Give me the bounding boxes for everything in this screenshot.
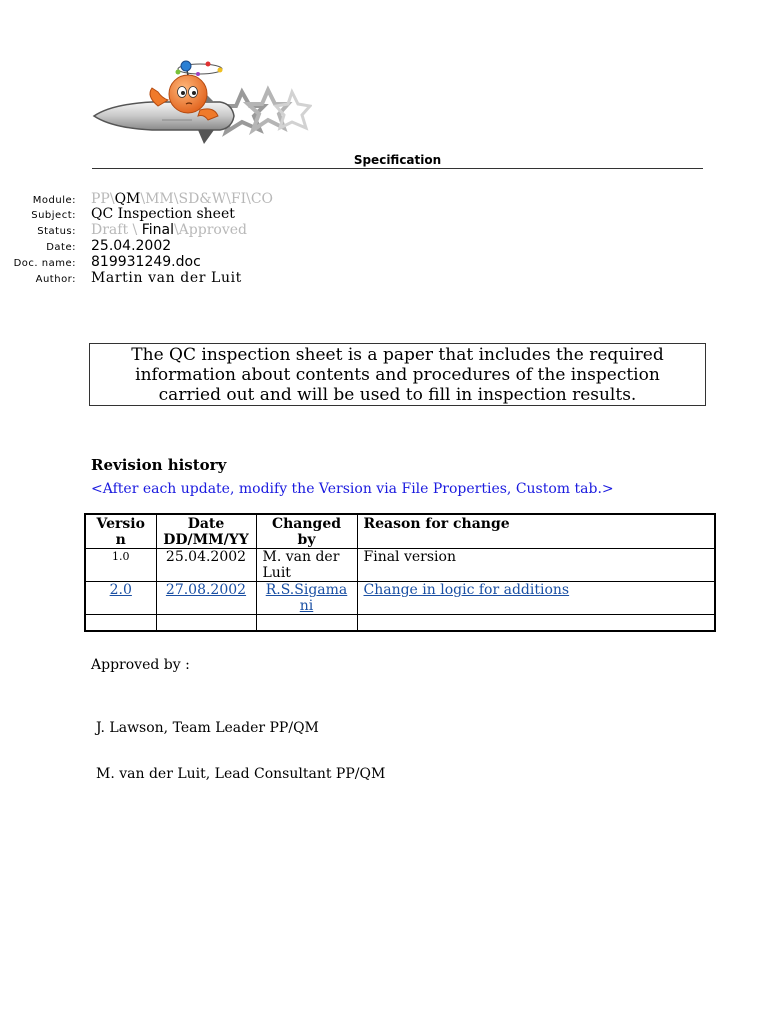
status-option-draft: Draft \	[91, 222, 142, 238]
status-option-selected: Final	[141, 222, 174, 238]
subject-label: Subject:	[31, 210, 76, 221]
date-label: Date:	[46, 242, 76, 253]
status-label: Status:	[37, 226, 76, 237]
cell-version: 1.0	[85, 549, 156, 582]
summary-box	[89, 343, 706, 406]
company-logo	[92, 60, 312, 150]
cell-reason-link[interactable]: Change in logic for additions	[363, 582, 570, 598]
cell-changed-by: M. van der Luit	[256, 549, 357, 582]
module-option-selected: QM	[114, 191, 141, 207]
table-row	[85, 582, 715, 615]
header-divider	[92, 168, 703, 169]
cell-changed-by	[256, 615, 357, 631]
revision-instruction: <After each update, modify the Version via File Properties, Custom tab.>	[91, 481, 614, 497]
module-option-others: \MM\SD&W\FI\CO	[140, 191, 274, 207]
table-row	[85, 615, 715, 631]
author-label: Author:	[35, 274, 76, 285]
module-option-pp: PP\	[91, 191, 115, 207]
module-label: Module:	[32, 195, 76, 206]
table-row	[85, 549, 715, 582]
column-header-reason: Reason for change	[357, 514, 715, 549]
author-value: Martin van der Luit	[91, 270, 242, 286]
module-value	[91, 191, 273, 207]
status-option-approved: \Approved	[173, 222, 247, 238]
cell-version	[85, 615, 156, 631]
revision-table	[84, 513, 716, 632]
approver-entry: J. Lawson, Team Leader PP/QM	[96, 720, 319, 736]
cell-reason: Final version	[357, 549, 715, 582]
status-value	[91, 222, 247, 238]
cell-date: 25.04.2002	[156, 549, 256, 582]
column-header-changed-by: Changed by	[256, 514, 357, 549]
date-value: 25.04.2002	[91, 238, 172, 254]
column-header-date: Date DD/MM/YY	[156, 514, 256, 549]
approver-entry: M. van der Luit, Lead Consultant PP/QM	[96, 766, 386, 782]
cell-reason	[357, 615, 715, 631]
cell-version-link[interactable]: 2.0	[109, 582, 132, 598]
doc-name-label: Doc. name:	[13, 258, 76, 269]
approved-by-label: Approved by :	[91, 657, 190, 673]
cell-date-link[interactable]: 27.08.2002	[165, 582, 247, 598]
page-title: Specification	[353, 153, 442, 167]
cell-changed-by-link[interactable]: R.S.Sigamani	[265, 582, 348, 614]
subject-value: QC Inspection sheet	[91, 206, 235, 222]
table-header-row	[85, 514, 715, 549]
doc-name-value: 819931249.doc	[91, 254, 201, 270]
summary-text: The QC inspection sheet is a paper that includes the required information about contents and procedures of the inspection carried out and will be used to fill in inspection results.	[131, 344, 664, 405]
cell-date	[156, 615, 256, 631]
revision-history-heading: Revision history	[91, 456, 227, 474]
column-header-version: Version	[85, 514, 156, 549]
